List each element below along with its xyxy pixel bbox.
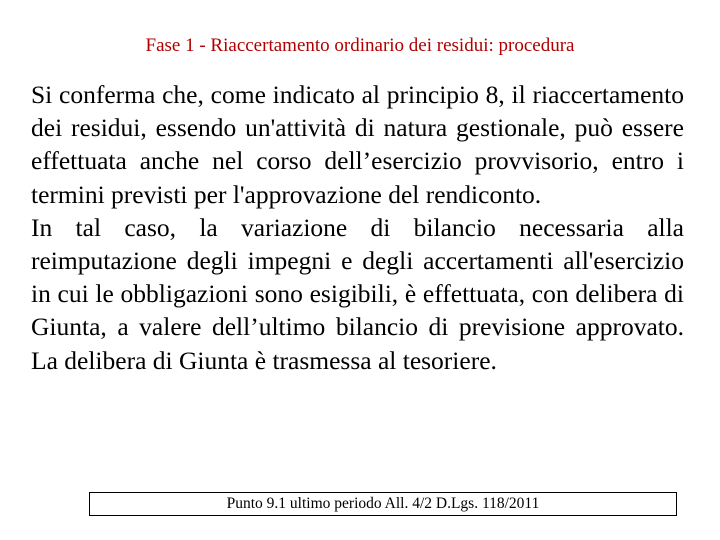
slide-title: Fase 1 - Riaccertamento ordinario dei residui: procedura <box>145 35 575 56</box>
slide-body <box>31 78 684 377</box>
body-paragraph-1: Si conferma che, come indicato al principio 8, il riaccertamento dei residui, essendo un'attività di natura gestionale, può essere effettuata anche nel corso dell’esercizio provvisorio, entro i termini previsti per l'approvazione del rendiconto. <box>31 80 684 209</box>
footer-reference-box: Punto 9.1 ultimo periodo All. 4/2 D.Lgs. 118/2011 <box>89 492 677 516</box>
body-paragraph-2: In tal caso, la variazione di bilancio necessaria alla reimputazione degli impegni e degli accertamenti all'esercizio in cui le obbligazioni sono esigibili, è effettuata, con delibera di Giunta, a valere dell’ultimo bilancio di previsione approvato. La delibera di Giunta è trasmessa al tesoriere. <box>31 212 684 375</box>
